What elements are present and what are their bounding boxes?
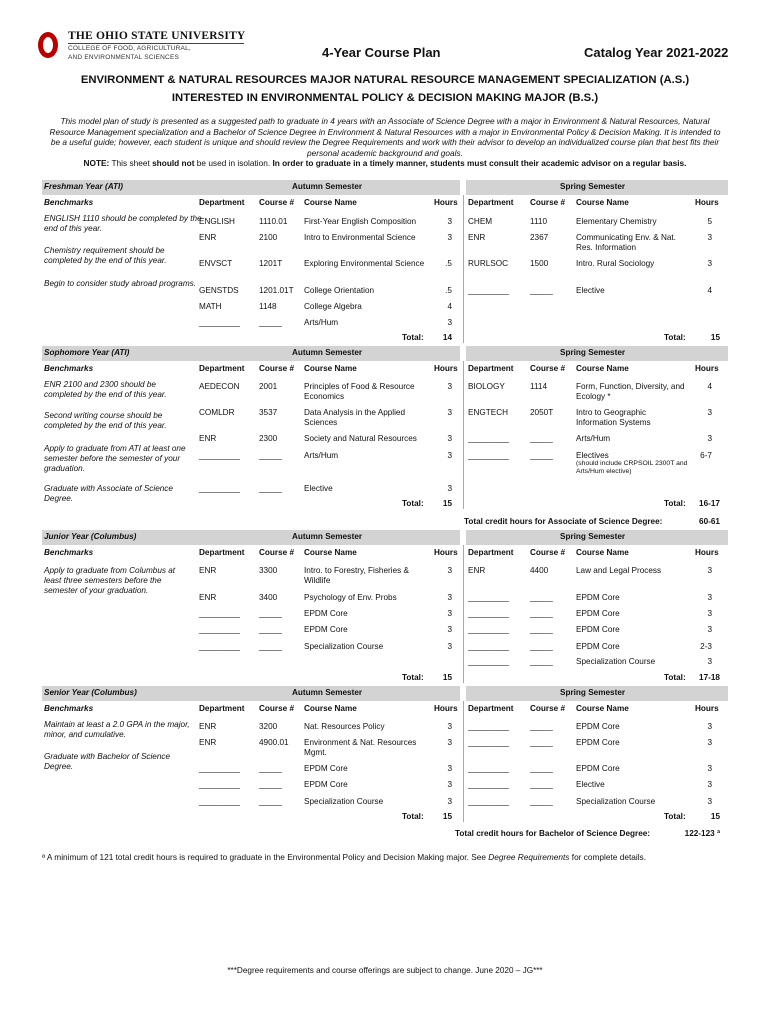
autumn-course-name: Specialization Course — [304, 642, 384, 651]
spring-hours-heading: Hours — [695, 198, 719, 207]
autumn-hours-heading: Hours — [434, 364, 458, 373]
autumn-course-number: 3300 — [259, 566, 278, 575]
electives-note: (should include CRPSOIL 2300T and Arts/Hum elective) — [576, 460, 688, 476]
autumn-total-value: 15 — [442, 499, 452, 508]
spring-course-name-heading: Course Name — [576, 198, 629, 207]
autumn-course-hours: 3 — [447, 434, 452, 443]
spring-course-number: _____ — [530, 625, 553, 634]
autumn-course-department: GENSTDS — [199, 286, 239, 295]
spring-course-name: Communicating Env. & Nat. Res. Information — [576, 233, 676, 252]
spring-course-name: EPDM Core — [576, 738, 620, 747]
autumn-course-name: Principles of Food & Resource Economics — [304, 382, 415, 401]
change-disclaimer: ***Degree requirements and course offerings are subject to change. June 2020 – JG*** — [227, 966, 543, 975]
autumn-course-hours: 3 — [447, 382, 452, 391]
autumn-course-hours: 3 — [447, 566, 452, 575]
spring-course-department: RURLSOC — [468, 259, 509, 268]
autumn-course-department: ENVSCT — [199, 259, 233, 268]
autumn-course-department: _________ — [199, 780, 240, 789]
autumn-course-hours: 3 — [447, 318, 452, 327]
autumn-course-name: Environment & Nat. Resources Mgmt. — [304, 738, 417, 757]
spring-course-name: EPDM Core — [576, 609, 620, 618]
spring-course-name: Form, Function, Diversity, and Ecology * — [576, 382, 685, 401]
autumn-course-name: EPDM Core — [304, 625, 348, 634]
spring-course-department: _________ — [468, 609, 509, 618]
autumn-course-hours: 3 — [447, 642, 452, 651]
degree-total-label: Total credit hours for Associate of Science Degree: — [464, 517, 663, 526]
spring-course-name: Elective — [576, 780, 605, 789]
footnote-part1: ª A minimum of 121 total credit hours is required to graduate in the Environmental Policy and Decision Making major. See — [42, 852, 486, 862]
benchmark-text: ENGLISH 1110 should be completed by the end of this year. — [44, 214, 202, 233]
semester-divider — [463, 361, 464, 509]
autumn-course-name: Elective — [304, 484, 333, 493]
spring-course-hours: 3 — [707, 738, 712, 747]
autumn-course-department: _________ — [199, 797, 240, 806]
spring-course-hours: 5 — [707, 217, 712, 226]
autumn-course-number: _____ — [259, 764, 282, 773]
spring-course-hours: 3 — [707, 625, 712, 634]
autumn-course-number: 2001 — [259, 382, 278, 391]
spring-course-number: _____ — [530, 593, 553, 602]
footnote — [42, 852, 646, 862]
autumn-course-number: _____ — [259, 451, 282, 460]
autumn-course-number: 1201.01T — [259, 286, 294, 295]
spring-course-number: 4400 — [530, 566, 549, 575]
spring-course-name: Specialization Course — [576, 797, 656, 806]
autumn-course-hours: 3 — [447, 797, 452, 806]
autumn-course-hours: 3 — [447, 609, 452, 618]
benchmark-text: ENR 2100 and 2300 should be completed by the end of this year. — [44, 380, 167, 399]
autumn-course-num-heading: Course # — [259, 198, 295, 207]
spring-course-name: EPDM Core — [576, 642, 620, 651]
autumn-semester-heading: Autumn Semester — [292, 182, 363, 191]
autumn-course-number: _____ — [259, 484, 282, 493]
spring-course-department: _________ — [468, 764, 509, 773]
autumn-total-value: 14 — [442, 333, 452, 342]
autumn-course-number: _____ — [259, 609, 282, 618]
autumn-course-department: ENR — [199, 233, 217, 242]
autumn-course-number: 4900.01 — [259, 738, 289, 747]
spring-course-number: _____ — [530, 780, 553, 789]
autumn-course-hours: 3 — [447, 484, 452, 493]
autumn-semester-heading: Autumn Semester — [292, 532, 363, 541]
spring-department-heading: Department — [468, 704, 514, 713]
major-title-line1: ENVIRONMENT & NATURAL RESOURCES MAJOR NATURAL RESOURCE MANAGEMENT SPECIALIZATION (A.S.) — [80, 74, 690, 86]
spring-course-number: _____ — [530, 286, 553, 295]
autumn-course-department: _________ — [199, 764, 240, 773]
spring-course-department: ENR — [468, 233, 486, 242]
spring-course-department: _________ — [468, 593, 509, 602]
autumn-course-number: 3400 — [259, 593, 278, 602]
autumn-course-number: 1110.01 — [259, 217, 288, 226]
year-title: Freshman Year (ATI) — [44, 182, 124, 191]
catalog-year: Catalog Year 2021-2022 — [584, 45, 729, 60]
spring-course-number: 2367 — [530, 233, 549, 242]
spring-course-num-heading: Course # — [530, 704, 566, 713]
spring-semester-heading: Spring Semester — [560, 348, 626, 357]
autumn-course-number: _____ — [259, 625, 282, 634]
autumn-course-name-heading: Course Name — [304, 198, 357, 207]
autumn-course-hours: .5 — [445, 286, 452, 295]
autumn-total-label: Total: — [402, 499, 424, 508]
spring-course-department: _________ — [468, 657, 509, 666]
autumn-course-name: Data Analysis in the Applied Sciences — [304, 408, 406, 427]
autumn-course-num-heading: Course # — [259, 548, 295, 557]
autumn-total-value: 15 — [442, 812, 452, 821]
spring-semester-heading: Spring Semester — [560, 688, 626, 697]
footnote-part2: Degree Requirements — [488, 852, 570, 862]
spring-course-department: _________ — [468, 780, 509, 789]
autumn-course-department: _________ — [199, 484, 240, 493]
autumn-course-hours: 3 — [447, 451, 452, 460]
spring-course-hours: 3 — [707, 259, 712, 268]
spring-course-number: _____ — [530, 642, 553, 651]
autumn-total-value: 15 — [442, 673, 452, 682]
spring-course-hours: 3 — [707, 408, 712, 417]
major-title-line2: INTERESTED IN ENVIRONMENTAL POLICY & DECISION MAKING MAJOR (B.S.) — [171, 92, 599, 104]
autumn-course-hours: 3 — [447, 722, 452, 731]
spring-department-heading: Department — [468, 198, 514, 207]
autumn-course-number: _____ — [259, 642, 282, 651]
semester-divider — [463, 701, 464, 822]
autumn-course-department: MATH — [199, 302, 222, 311]
autumn-department-heading: Department — [199, 198, 245, 207]
spring-total-label: Total: — [664, 333, 686, 342]
logo-divider — [68, 43, 244, 44]
spring-course-hours: 3 — [707, 764, 712, 773]
autumn-total-label: Total: — [402, 812, 424, 821]
spring-course-num-heading: Course # — [530, 198, 566, 207]
spring-course-hours: 3 — [707, 722, 712, 731]
spring-course-name-heading: Course Name — [576, 704, 629, 713]
autumn-semester-heading: Autumn Semester — [292, 688, 363, 697]
spring-hours-heading: Hours — [695, 704, 719, 713]
spring-course-num-heading: Course # — [530, 364, 566, 373]
spring-course-name: EPDM Core — [576, 722, 620, 731]
benchmark-text: Second writing course should be completed by the end of this year. — [44, 411, 167, 430]
autumn-course-number: 3537 — [259, 408, 278, 417]
autumn-course-num-heading: Course # — [259, 704, 295, 713]
spring-course-number: 2050T — [530, 408, 554, 417]
autumn-course-name: First-Year English Composition — [304, 217, 417, 226]
autumn-course-hours: 3 — [447, 738, 452, 747]
spring-semester-heading: Spring Semester — [560, 532, 626, 541]
spring-course-hours: 3 — [707, 566, 712, 575]
autumn-course-department: AEDECON — [199, 382, 240, 391]
autumn-course-name: Nat. Resources Policy — [304, 722, 385, 731]
benchmark-text: Apply to graduate from Columbus at least three semesters before the semester of your graduation. — [44, 566, 176, 595]
autumn-course-department: _________ — [199, 642, 240, 651]
plan-title: 4-Year Course Plan — [322, 45, 441, 60]
spring-course-name-heading: Course Name — [576, 548, 629, 557]
autumn-course-department: ENR — [199, 738, 217, 747]
autumn-course-name: EPDM Core — [304, 780, 348, 789]
autumn-course-name-heading: Course Name — [304, 364, 357, 373]
semester-divider — [463, 545, 464, 683]
university-name: THE OHIO STATE UNIVERSITY — [68, 30, 246, 42]
spring-hours-heading: Hours — [695, 548, 719, 557]
autumn-course-hours: 3 — [447, 593, 452, 602]
spring-course-hours: 6-7 — [700, 451, 712, 460]
benchmarks-heading: Benchmarks — [44, 364, 94, 373]
college-name-line1: COLLEGE OF FOOD, AGRICULTURAL, — [68, 45, 191, 52]
spring-course-num-heading: Course # — [530, 548, 566, 557]
spring-course-department: _________ — [468, 797, 509, 806]
note-part4: In order to graduate in a timely manner, students must consult their academic advisor on a regular basis. — [272, 158, 687, 168]
spring-course-department: _________ — [468, 722, 509, 731]
spring-course-department: _________ — [468, 642, 509, 651]
spring-total-value: 16-17 — [699, 499, 720, 508]
autumn-course-department: _________ — [199, 318, 240, 327]
autumn-course-name: College Orientation — [304, 286, 375, 295]
autumn-course-hours: .5 — [445, 259, 452, 268]
autumn-course-number: _____ — [259, 780, 282, 789]
autumn-course-number: 3200 — [259, 722, 278, 731]
footnote-part3: for complete details. — [571, 852, 647, 862]
spring-course-name: EPDM Core — [576, 625, 620, 634]
note-part2: should not — [152, 158, 195, 168]
note-label: NOTE: — [83, 158, 110, 168]
spring-semester-heading: Spring Semester — [560, 182, 626, 191]
intro-paragraph: This model plan of study is presented as a suggested path to graduate in 4 years with an Associate of Science Degree with a major in Environment & Natural Resources, Natural Resource Management specialization and a Bachelor of Science Degree in Environment & Natural Resources with a major in Environmental Policy & Decision Making. It is intended to be a useful guide; however, each student is unique and should review the Degree Requirements and work with their advisor to develop an individualized course plan that best fits their personal academic background and goals. — [49, 116, 721, 158]
spring-course-name: EPDM Core — [576, 593, 620, 602]
autumn-department-heading: Department — [199, 364, 245, 373]
spring-total-value: 17-18 — [699, 673, 720, 682]
autumn-course-name: College Algebra — [304, 302, 362, 311]
spring-course-number: _____ — [530, 797, 553, 806]
spring-course-department: _________ — [468, 286, 509, 295]
spring-total-label: Total: — [664, 673, 686, 682]
autumn-course-department: _________ — [199, 609, 240, 618]
osu-block-o-icon — [38, 32, 58, 58]
benchmarks-heading: Benchmarks — [44, 548, 94, 557]
autumn-total-label: Total: — [402, 333, 424, 342]
spring-total-value: 15 — [710, 333, 720, 342]
autumn-course-number: 1201T — [259, 259, 283, 268]
spring-course-number: _____ — [530, 434, 553, 443]
spring-course-number: 1110 — [530, 217, 547, 226]
autumn-course-number: 2300 — [259, 434, 278, 443]
autumn-course-department: ENR — [199, 434, 217, 443]
autumn-course-name: Psychology of Env. Probs — [304, 593, 397, 602]
benchmarks-heading: Benchmarks — [44, 198, 94, 207]
semester-divider — [463, 195, 464, 343]
spring-course-hours: 2-3 — [700, 642, 712, 651]
autumn-course-name: Arts/Hum — [304, 318, 339, 327]
spring-department-heading: Department — [468, 548, 514, 557]
autumn-course-hours: 3 — [447, 233, 452, 242]
autumn-course-name-heading: Course Name — [304, 704, 357, 713]
spring-course-department: BIOLOGY — [468, 382, 505, 391]
autumn-course-name: Arts/Hum — [304, 451, 339, 460]
spring-course-name: Elementary Chemistry — [576, 217, 657, 226]
autumn-course-department: ENR — [199, 722, 217, 731]
autumn-course-name: Society and Natural Resources — [304, 434, 417, 443]
degree-total-value: 122-123 ª — [684, 829, 720, 838]
osu-logo — [38, 30, 246, 64]
autumn-course-hours: 3 — [447, 780, 452, 789]
spring-course-number: 1500 — [530, 259, 549, 268]
benchmarks-heading: Benchmarks — [44, 704, 94, 713]
autumn-department-heading: Department — [199, 704, 245, 713]
college-name-line2: AND ENVIRONMENTAL SCIENCES — [68, 54, 180, 61]
spring-hours-heading: Hours — [695, 364, 719, 373]
autumn-course-number: _____ — [259, 318, 282, 327]
autumn-course-name-heading: Course Name — [304, 548, 357, 557]
note-part3: be used in isolation. — [196, 158, 271, 168]
degree-total-value: 60-61 — [699, 517, 720, 526]
year-title: Sophomore Year (ATI) — [44, 348, 130, 357]
autumn-course-department: _________ — [199, 625, 240, 634]
spring-course-number: _____ — [530, 609, 553, 618]
benchmark-text: Chemistry requirement should be completed by the end of this year. — [44, 246, 167, 265]
spring-course-name: Law and Legal Process — [576, 566, 662, 575]
autumn-course-department: ENGLISH — [199, 217, 235, 226]
autumn-course-name: Intro to Environmental Science — [304, 233, 416, 242]
year-title: Senior Year (Columbus) — [44, 688, 137, 697]
autumn-course-hours: 4 — [447, 302, 452, 311]
autumn-course-department: ENR — [199, 593, 217, 602]
spring-course-department: CHEM — [468, 217, 493, 226]
autumn-hours-heading: Hours — [434, 548, 458, 557]
autumn-course-name: Specialization Course — [304, 797, 384, 806]
spring-course-department: ENGTECH — [468, 408, 509, 417]
autumn-course-hours: 3 — [447, 764, 452, 773]
spring-course-department: ENR — [468, 566, 486, 575]
benchmark-text: Begin to consider study abroad programs. — [44, 279, 197, 288]
spring-department-heading: Department — [468, 364, 514, 373]
spring-course-number: _____ — [530, 451, 553, 460]
spring-course-number: 1114 — [530, 382, 547, 391]
autumn-hours-heading: Hours — [434, 704, 458, 713]
autumn-course-department: ENR — [199, 566, 217, 575]
spring-course-department: _________ — [468, 625, 509, 634]
spring-total-label: Total: — [664, 812, 686, 821]
autumn-course-name: EPDM Core — [304, 609, 348, 618]
degree-total-label: Total credit hours for Bachelor of Science Degree: — [455, 829, 651, 838]
spring-total-label: Total: — [664, 499, 686, 508]
spring-course-name: EPDM Core — [576, 764, 620, 773]
autumn-course-department: COMLDR — [199, 408, 235, 417]
autumn-course-name: Exploring Environmental Science — [304, 259, 425, 268]
autumn-course-hours: 3 — [447, 217, 452, 226]
benchmark-text: Graduate with Bachelor of Science Degree. — [44, 752, 171, 771]
spring-course-name: Arts/Hum — [576, 434, 611, 443]
spring-course-name: Specialization Course — [576, 657, 656, 666]
spring-course-name: Electives — [576, 451, 609, 460]
spring-course-hours: 3 — [707, 657, 712, 666]
autumn-course-name: Intro. to Forestry, Fisheries & Wildlife — [304, 566, 409, 585]
spring-course-number: _____ — [530, 722, 553, 731]
autumn-hours-heading: Hours — [434, 198, 458, 207]
spring-course-department: _________ — [468, 434, 509, 443]
spring-course-hours: 3 — [707, 609, 712, 618]
spring-course-department: _________ — [468, 451, 509, 460]
autumn-course-hours: 3 — [447, 408, 452, 417]
spring-total-value: 15 — [710, 812, 720, 821]
autumn-course-number: 1148 — [259, 302, 277, 311]
spring-course-name-heading: Course Name — [576, 364, 629, 373]
autumn-total-label: Total: — [402, 673, 424, 682]
benchmark-text: Apply to graduate from ATI at least one semester before the semester of your graduation. — [44, 444, 186, 473]
spring-course-name: Elective — [576, 286, 605, 295]
spring-course-name: Intro. Rural Sociology — [576, 259, 655, 268]
spring-course-hours: 3 — [707, 233, 712, 242]
autumn-semester-heading: Autumn Semester — [292, 348, 363, 357]
autumn-department-heading: Department — [199, 548, 245, 557]
autumn-course-department: _________ — [199, 451, 240, 460]
spring-course-hours: 3 — [707, 434, 712, 443]
spring-course-hours: 3 — [707, 797, 712, 806]
spring-course-hours: 3 — [707, 593, 712, 602]
spring-course-number: _____ — [530, 738, 553, 747]
autumn-course-number: 2100 — [259, 233, 278, 242]
benchmark-text: Maintain at least a 2.0 GPA in the major, minor, and cumulative. — [44, 720, 190, 739]
spring-course-name: Intro to Geographic Information Systems — [576, 408, 651, 427]
spring-course-department: _________ — [468, 738, 509, 747]
year-title: Junior Year (Columbus) — [44, 532, 137, 541]
autumn-course-number: _____ — [259, 797, 282, 806]
autumn-course-name: EPDM Core — [304, 764, 348, 773]
benchmark-text: Graduate with Associate of Science Degree. — [44, 484, 173, 503]
spring-course-number: _____ — [530, 764, 553, 773]
note-part1: This sheet — [111, 158, 150, 168]
autumn-course-hours: 3 — [447, 625, 452, 634]
spring-course-hours: 4 — [707, 382, 712, 391]
advisor-note — [0, 158, 770, 168]
spring-course-hours: 3 — [707, 780, 712, 789]
spring-course-number: _____ — [530, 657, 553, 666]
autumn-course-num-heading: Course # — [259, 364, 295, 373]
spring-course-hours: 4 — [707, 286, 712, 295]
